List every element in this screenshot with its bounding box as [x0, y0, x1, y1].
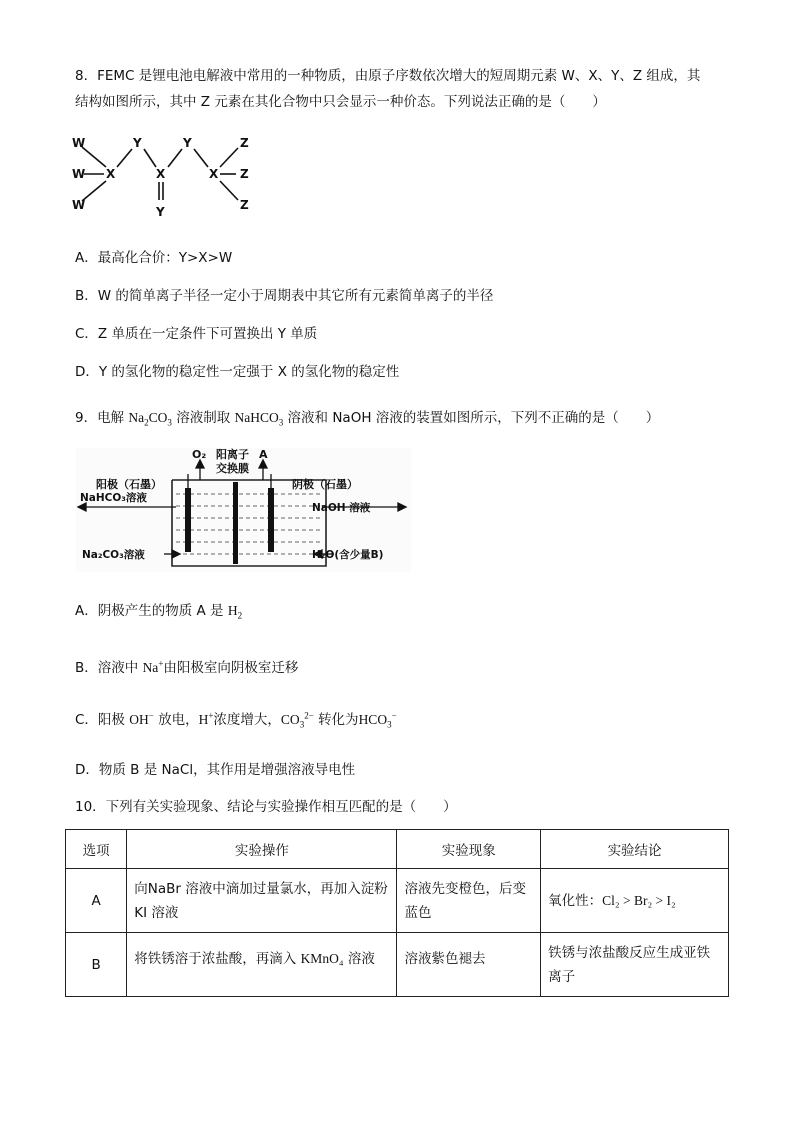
- q9-option-c: [75, 708, 397, 730]
- row-b-option: B: [66, 933, 127, 997]
- q9-option-b-text: 由阳极室向阴极室迁移: [163, 660, 299, 676]
- label-nahco3-out: NaHCO₃溶液: [80, 492, 147, 504]
- q8-stem-line2: 结构如图所示，其中 Z 元素在其化合物中只会显示一种价态。下列说法正确的是（ ）: [75, 94, 606, 110]
- table-row: [66, 933, 729, 997]
- q8-option-a: A．最高化合价：Y>X>W: [75, 250, 233, 266]
- header-conclusion: 实验结论: [541, 830, 729, 869]
- row-b-operation-text: 将铁锈溶于浓盐酸，再滴入: [134, 951, 301, 967]
- atom-x: X: [106, 167, 116, 181]
- q9-formula-nahco3: NaHCO$_3$: [234, 410, 284, 428]
- formula-hco3-ion: $HCO_3^-$: [358, 710, 397, 730]
- formula-h-ion: H+: [198, 710, 214, 727]
- ion-exchange-membrane: [233, 482, 238, 564]
- label-anode: 阳极（石墨）: [96, 478, 162, 491]
- q9-option-c-text: C．阳极: [75, 712, 130, 728]
- q9-option-d: D．物质 B 是 NaCl，其作用是增强溶液导电性: [75, 762, 356, 778]
- atom-y: Y: [156, 205, 165, 219]
- label-na2co3-in: Na₂CO₃溶液: [82, 549, 145, 561]
- label-membrane-2: 交换膜: [216, 462, 249, 475]
- atom-x: X: [209, 167, 219, 181]
- label-naoh-out: NaOH 溶液: [312, 502, 371, 514]
- q9-option-c-text: 浓度增大，: [213, 712, 281, 728]
- q8-option-c: C．Z 单质在一定条件下可置换出 Y 单质: [75, 326, 318, 342]
- q9-option-c-text: 转化为: [318, 712, 359, 728]
- q9-stem-part: 溶液和 NaOH 溶液的装置如图所示，下列不正确的是（ ）: [287, 410, 660, 426]
- q9-option-a: [75, 599, 242, 621]
- q8-option-d: D．Y 的氢化物的稳定性一定强于 X 的氢化物的稳定性: [75, 364, 400, 380]
- label-cathode: 阴极（石墨）: [292, 478, 358, 491]
- q9-stem-part: 溶液制取: [176, 410, 235, 426]
- atom-x: X: [156, 167, 166, 181]
- label-h2o-in: H₂O(含少量B): [312, 549, 384, 561]
- formula-co3-ion: $CO_3^{2-}$: [280, 710, 314, 730]
- formula-h2: $H_2$: [227, 603, 243, 621]
- atom-z: Z: [240, 136, 249, 150]
- row-a-conclusion-label: 氧化性：: [548, 892, 603, 909]
- label-a: A: [259, 448, 268, 461]
- q9-formula-na2co3: $Na_2CO_3$: [128, 410, 172, 428]
- label-membrane: 阳离子: [216, 448, 249, 461]
- row-a-option: A: [66, 869, 127, 933]
- row-a-operation: 向NaBr 溶液中滴加过量氯水，再加入淀粉 KI 溶液: [127, 869, 397, 933]
- row-b-conclusion: 铁锈与浓盐酸反应生成亚铁离子: [541, 933, 729, 997]
- q8-stem-line1: 8．FEMC 是锂电池电解液中常用的一种物质，由原子序数依次增大的短周期元素 W、X、Y、Z 组成，其: [75, 68, 701, 84]
- atom-w: W: [72, 198, 86, 212]
- atom-y: Y: [133, 136, 142, 150]
- q9-option-b: [75, 656, 298, 676]
- anode-electrode: [185, 488, 191, 552]
- row-a-conclusion: [541, 869, 729, 933]
- formula-oh-ion: OH−: [129, 710, 154, 727]
- row-a-phenomenon: 溶液先变橙色，后变蓝色: [397, 869, 541, 933]
- electrolysis-apparatus-diagram: [76, 448, 411, 572]
- experiment-table: [65, 829, 729, 997]
- q9-stem: [75, 406, 659, 428]
- atom-w: W: [72, 167, 86, 181]
- row-b-operation: [127, 933, 397, 997]
- cathode-electrode: [268, 488, 274, 552]
- row-b-formula-kmno4: KMnO₄: [300, 951, 344, 966]
- header-phenomenon: 实验现象: [397, 830, 541, 869]
- atom-z: Z: [240, 167, 249, 181]
- q9-option-c-text: 放电，: [158, 712, 199, 728]
- q8-option-b: B．W 的简单离子半径一定小于周期表中其它所有元素简单离子的半径: [75, 288, 494, 304]
- row-b-operation-text: 溶液: [343, 951, 375, 967]
- q10-stem: 10．下列有关实验现象、结论与实验操作相互匹配的是（ ）: [75, 799, 457, 815]
- header-operation: 实验操作: [127, 830, 397, 869]
- label-o2: O₂: [192, 448, 207, 461]
- table-row: [66, 869, 729, 933]
- q9-option-a-text: A．阴极产生的物质 A 是: [75, 603, 228, 619]
- atom-y: Y: [183, 136, 192, 150]
- q9-stem-part: 9．电解: [75, 410, 129, 426]
- row-a-conclusion-formula: Cl₂ > Br₂ > I₂: [602, 892, 676, 908]
- table-header-row: [66, 830, 729, 869]
- q9-option-b-text: B．溶液中: [75, 660, 143, 676]
- atom-w: W: [72, 136, 86, 150]
- row-b-phenomenon: 溶液紫色褪去: [397, 933, 541, 997]
- atom-z: Z: [240, 198, 249, 212]
- header-option: 选项: [66, 830, 127, 869]
- formula-na-ion: Na+: [142, 658, 164, 675]
- q8-structure-diagram: [70, 134, 260, 222]
